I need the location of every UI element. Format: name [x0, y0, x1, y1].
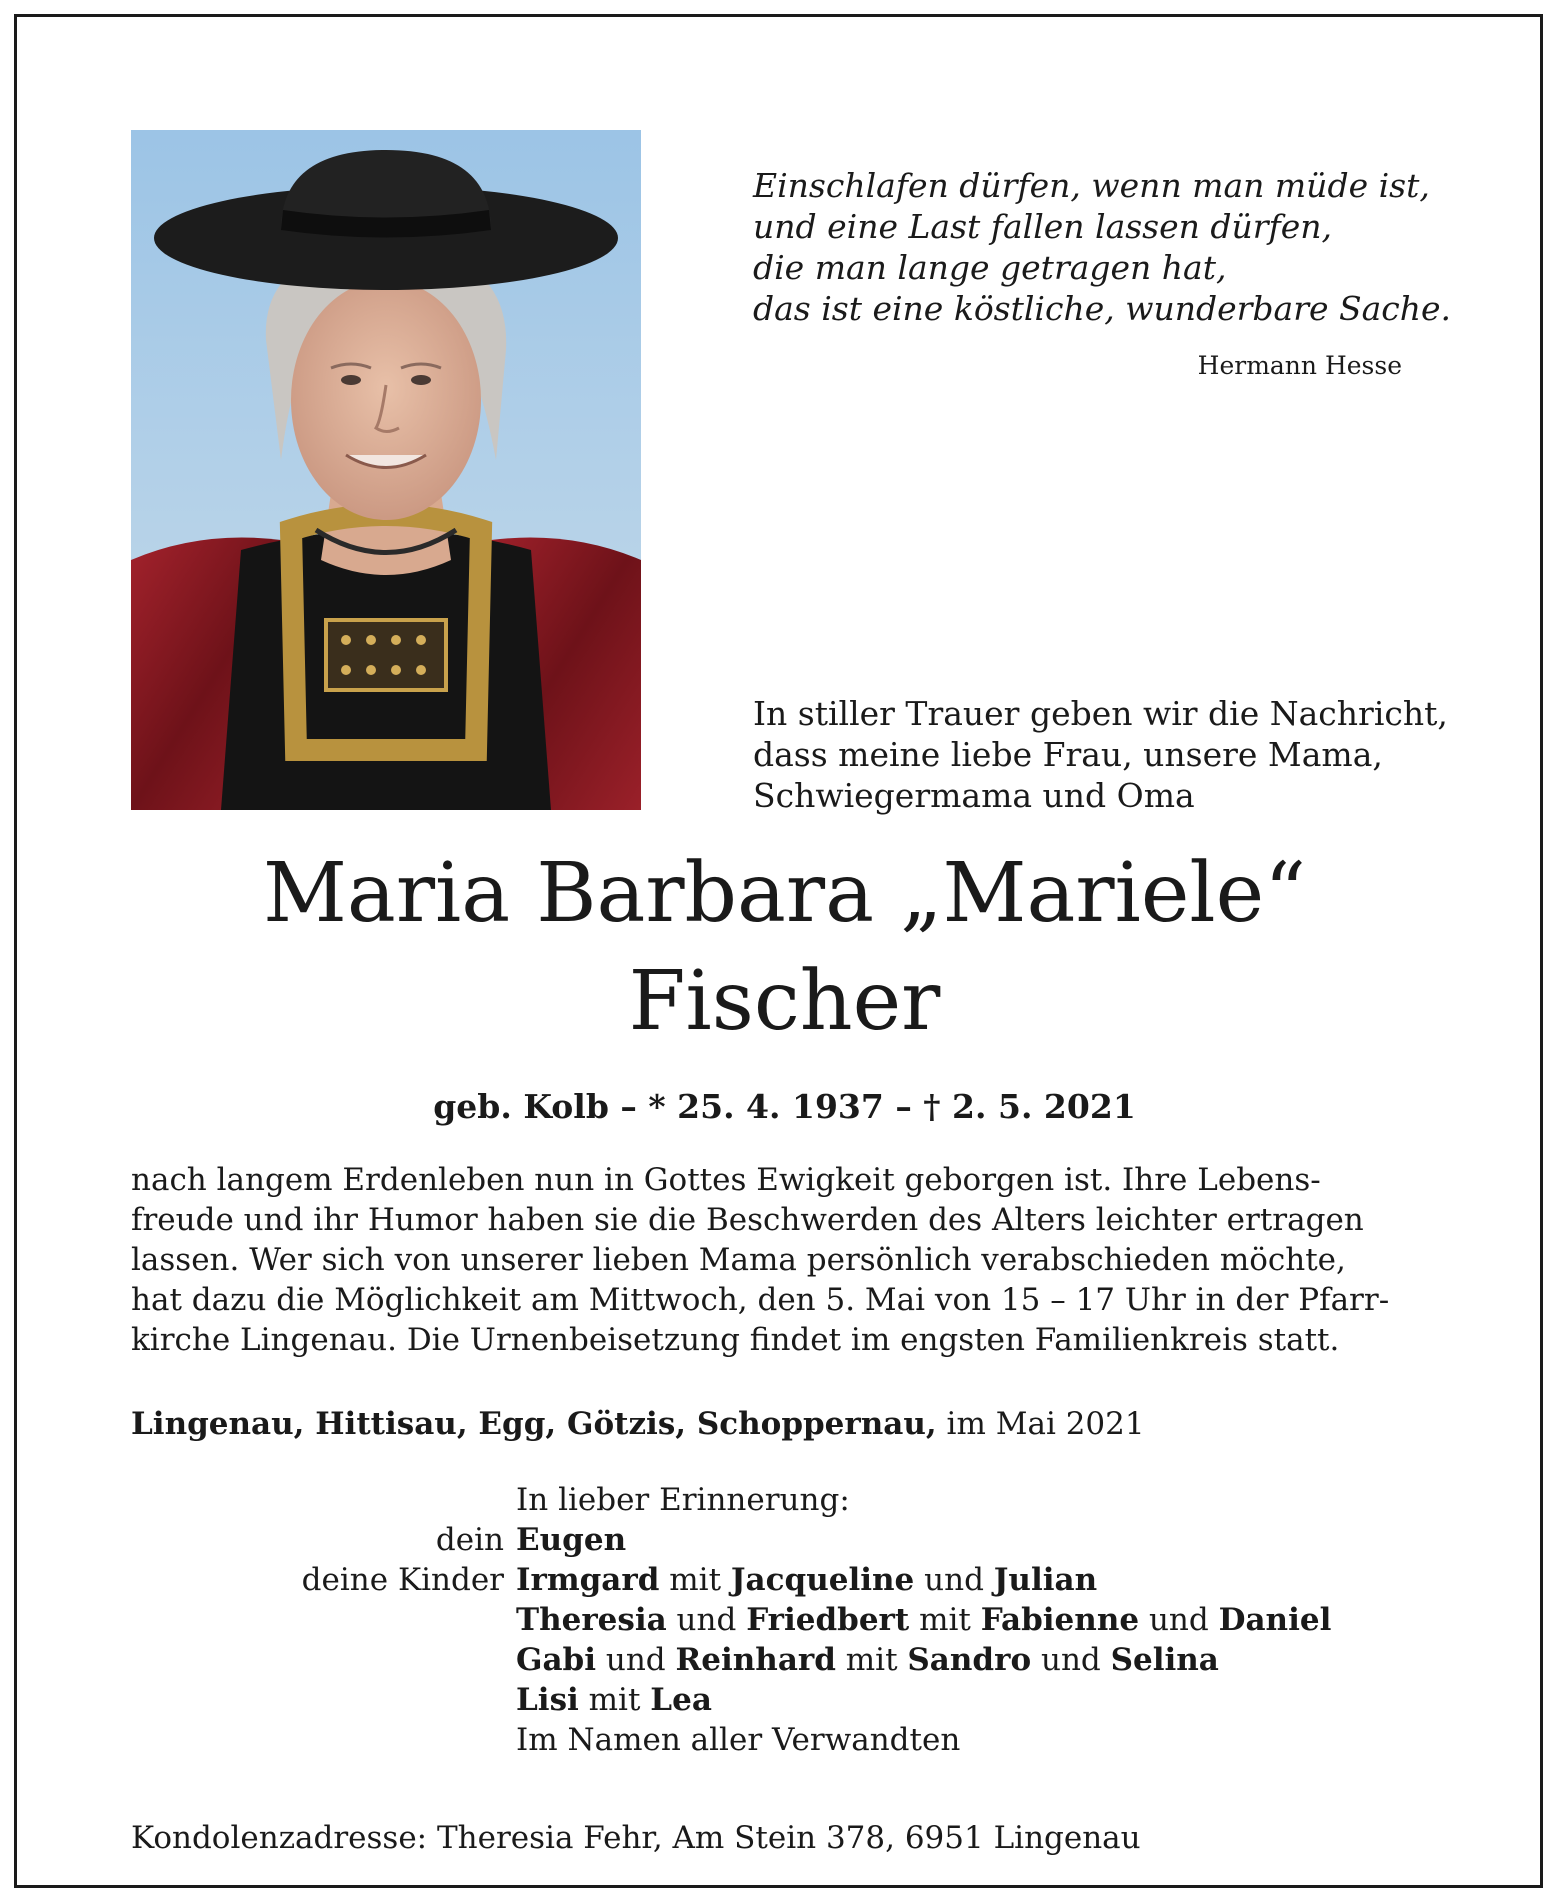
intro-line: Schwiegermama und Oma [753, 776, 1195, 815]
quote-line: Einschlafen dürfen, wenn man müde ist, [753, 166, 1430, 205]
family-names [516, 1640, 1441, 1680]
family-member-name: Fabienne [980, 1602, 1140, 1638]
intro-line: In stiller Trauer geben wir die Nachricht, [753, 694, 1448, 733]
family-names [516, 1520, 1441, 1560]
hesse-quote [753, 165, 1452, 329]
family-relation [131, 1680, 516, 1720]
family-member-name: Gabi [516, 1642, 597, 1678]
family-member-name: Irmgard [516, 1562, 660, 1598]
body-line: nach langem Erdenleben nun in Gottes Ewigkeit geborgen ist. Ihre Lebens- [131, 1162, 1321, 1198]
body-line: kirche Lingenau. Die Urnenbeisetzung findet im engsten Familienkreis statt. [131, 1322, 1340, 1358]
deceased-name [131, 840, 1438, 1056]
places-date [131, 1404, 1441, 1444]
quote-author: Hermann Hesse [1197, 351, 1402, 380]
quote-line: das ist eine köstliche, wunderbare Sache. [753, 289, 1452, 328]
family-rows [131, 1520, 1441, 1760]
family-names [516, 1680, 1441, 1720]
family-member-name: Lisi [516, 1682, 579, 1718]
family-connector: mit [578, 1682, 651, 1718]
announcement-intro [753, 693, 1448, 816]
family-relation [131, 1600, 516, 1640]
name-line-2: Fischer [628, 954, 941, 1049]
family-connector: und [596, 1642, 676, 1678]
family-names [516, 1600, 1441, 1640]
family-connector: mit [659, 1562, 731, 1598]
family-member-name: Friedbert [746, 1602, 910, 1638]
family-connector: und [1031, 1642, 1111, 1678]
family-relation: deine Kinder [301, 1562, 504, 1598]
obituary-body [131, 1160, 1441, 1360]
places-month: im Mai 2021 [936, 1406, 1145, 1442]
quote-line: und eine Last fallen lassen dürfen, [753, 207, 1333, 246]
family-row [131, 1640, 1441, 1680]
places-towns: Lingenau, Hittisau, Egg, Götzis, Schoppernau, [131, 1406, 937, 1442]
family-names [516, 1720, 1441, 1760]
family-connector: und [1139, 1602, 1219, 1638]
family-member-name: Eugen [516, 1522, 627, 1558]
family-connector: Im Namen aller Verwandten [516, 1722, 961, 1758]
condolence-address: Kondolenzadresse: Theresia Fehr, Am Stein 378, 6951 Lingenau [131, 1820, 1141, 1856]
family-relation [131, 1720, 516, 1760]
body-line: lassen. Wer sich von unserer lieben Mama persönlich verabschieden möchte, [131, 1242, 1346, 1278]
family-heading: In lieber Erinnerung: [516, 1482, 850, 1518]
family-connector: mit [835, 1642, 908, 1678]
family-connector: und [914, 1562, 994, 1598]
family-row [131, 1600, 1441, 1640]
family-relation [131, 1640, 516, 1680]
family-member-name: Julian [993, 1562, 1098, 1598]
family-relation: dein [435, 1522, 504, 1558]
family-connector: und [666, 1602, 747, 1638]
intro-line: dass meine liebe Frau, unsere Mama, [753, 735, 1383, 774]
life-dates: geb. Kolb – * 25. 4. 1937 – † 2. 5. 2021 [433, 1087, 1136, 1126]
family-member-name: Reinhard [675, 1642, 836, 1678]
family-member-name: Theresia [516, 1602, 667, 1638]
family-member-name: Selina [1110, 1642, 1219, 1678]
portrait-photo [131, 130, 641, 810]
family-connector: mit [909, 1602, 981, 1638]
family-row [131, 1560, 1441, 1600]
family-member-name: Jacqueline [730, 1562, 915, 1598]
family-heading-row [131, 1480, 1441, 1520]
family-list [131, 1480, 1441, 1760]
family-member-name: Lea [650, 1682, 712, 1718]
body-line: freude und ihr Humor haben sie die Beschwerden des Alters leichter ertragen [131, 1202, 1364, 1238]
name-line-1: Maria Barbara „Mariele“ [262, 846, 1307, 941]
family-names [516, 1560, 1441, 1600]
family-row [131, 1680, 1441, 1720]
family-member-name: Sandro [907, 1642, 1032, 1678]
body-line: hat dazu die Möglichkeit am Mittwoch, den 5. Mai von 15 – 17 Uhr in der Pfarr- [131, 1282, 1390, 1318]
family-row [131, 1520, 1441, 1560]
quote-line: die man lange getragen hat, [753, 248, 1227, 287]
family-member-name: Daniel [1218, 1602, 1332, 1638]
family-row [131, 1720, 1441, 1760]
